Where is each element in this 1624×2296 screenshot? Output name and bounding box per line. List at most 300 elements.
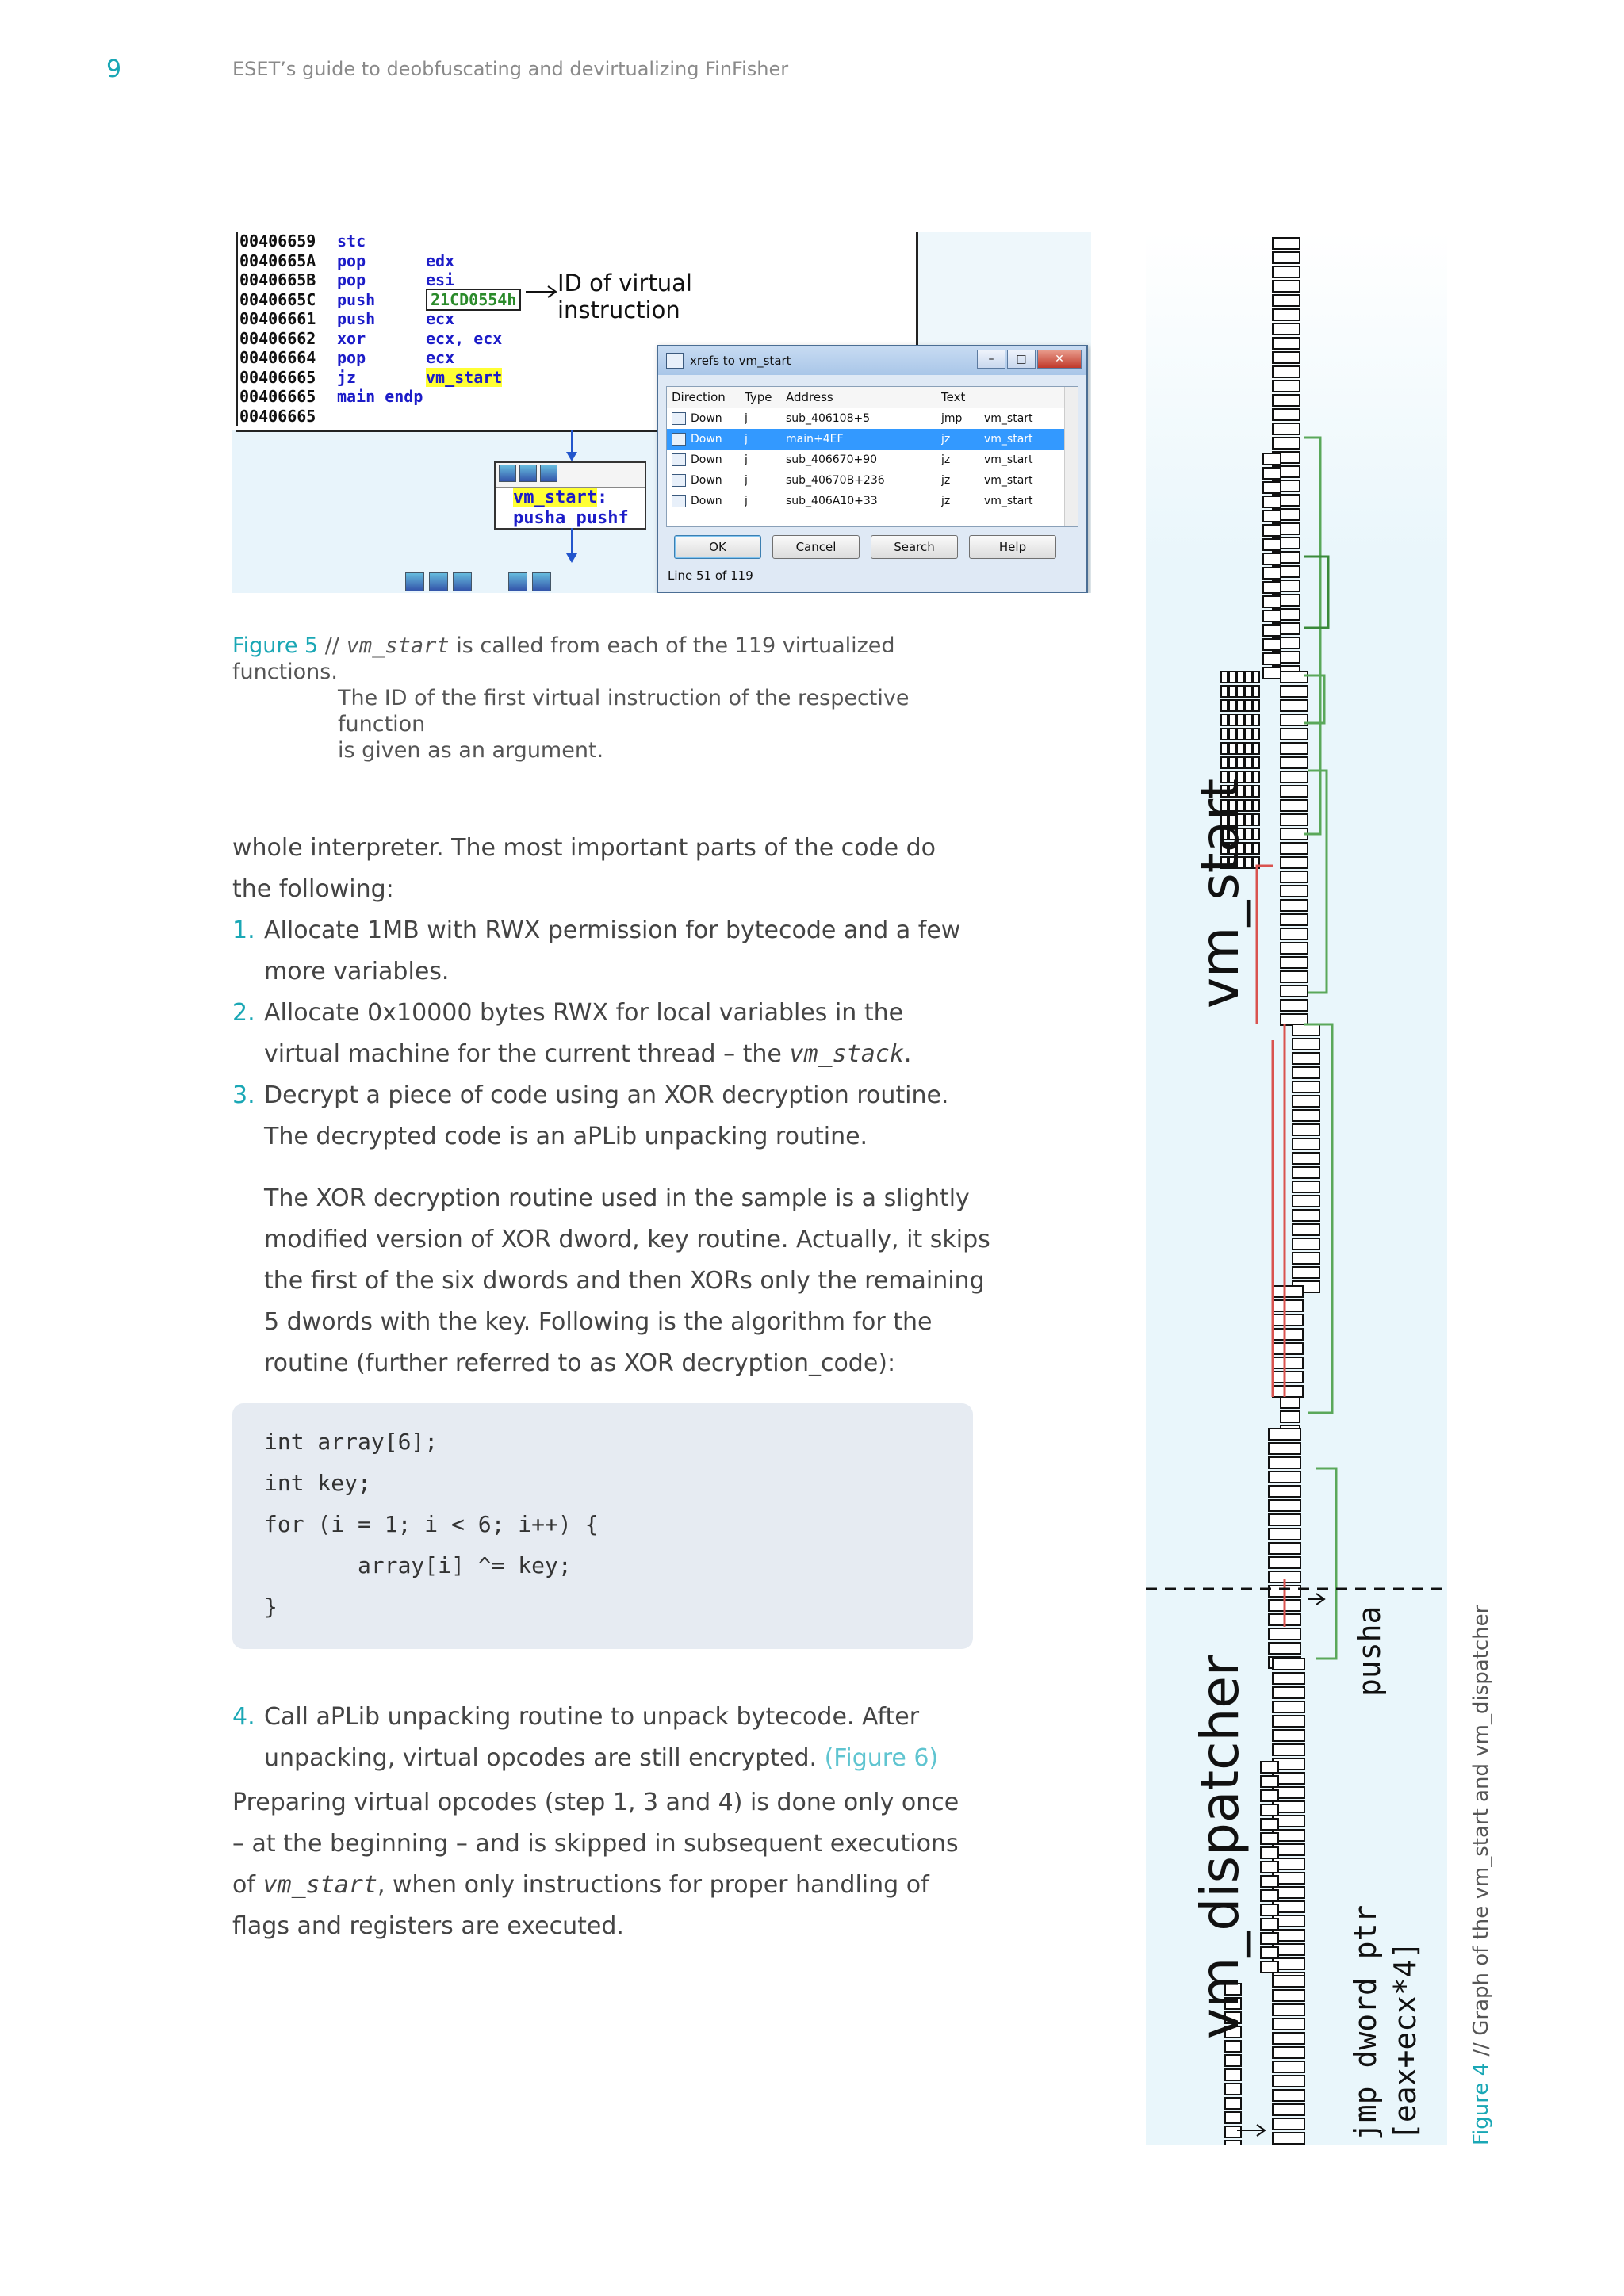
asm-address: 00406661 [236, 309, 346, 329]
graph-node [1273, 1701, 1304, 1712]
graph-node [1269, 1457, 1300, 1468]
ok-button[interactable]: OK [674, 535, 761, 559]
graph-node [1261, 1947, 1278, 1958]
graph-node [1273, 2104, 1304, 2115]
xref-type: j [745, 412, 748, 425]
asm-mnemonic: push [337, 309, 376, 328]
flow-arrow-icon [564, 528, 580, 564]
dialog-title: xrefs to vm_start [690, 354, 791, 368]
graph-node [1253, 743, 1259, 754]
graph-node [1245, 686, 1251, 697]
xref-address: main+4EF [786, 433, 844, 446]
graph-node [1273, 1716, 1304, 1727]
asm-address: 00406659 [236, 232, 346, 251]
graph-node [1245, 743, 1251, 754]
graph-node [1293, 1067, 1320, 1078]
graph-node [1273, 1343, 1303, 1354]
graph-node [1293, 1081, 1320, 1093]
graph-node [1273, 1730, 1304, 1741]
graph-node [1281, 1411, 1300, 1422]
xref-icon [672, 433, 686, 446]
graph-node [1245, 729, 1251, 740]
close-icon[interactable]: ✕ [1037, 350, 1082, 369]
graph-node [1273, 2004, 1304, 2015]
list-text: Allocate 1MB with RWX permission for bytecode and a few more variables. [264, 916, 961, 985]
asm-mnemonic: pop [337, 270, 366, 289]
graph-node [1281, 857, 1308, 868]
graph-node [1273, 2090, 1304, 2101]
graph-node [1261, 1819, 1278, 1830]
graph-node [1281, 971, 1308, 982]
graph-node [1281, 800, 1308, 811]
graph-node [1273, 266, 1300, 277]
graph-node [1229, 729, 1235, 740]
graph-node [1225, 2112, 1241, 2123]
vm-start-label: vm_start [513, 488, 597, 507]
column-text[interactable]: Text [941, 390, 966, 404]
figure-4-caption [1469, 1605, 1493, 2145]
graph-node [1261, 1876, 1278, 1887]
graph-node [1281, 900, 1308, 911]
graph-node [1273, 2118, 1304, 2130]
graph-node [1273, 1372, 1303, 1383]
xref-row[interactable] [667, 429, 1078, 450]
graph-node [1281, 843, 1308, 854]
graph-node [1261, 1890, 1278, 1901]
asm-mnemonic: pop [337, 251, 366, 270]
graph-node [1263, 539, 1281, 550]
intro-paragraph: whole interpreter. The most important parts of the code do the following: [232, 834, 936, 903]
graph-node [1281, 957, 1308, 968]
graph-node [1273, 2133, 1304, 2144]
graph-node [1263, 496, 1281, 507]
asm-operand: edx [426, 251, 455, 270]
graph-node [1225, 2084, 1241, 2095]
graph-node [1273, 1687, 1304, 1698]
list-number: 3. [232, 1081, 255, 1109]
xref-target: vm_start [984, 474, 1033, 487]
graph-node [1293, 1238, 1320, 1249]
graph-node [1269, 1429, 1300, 1440]
graph-toolbar-icon [499, 465, 516, 482]
xref-direction: Down [667, 408, 745, 429]
graph-node [1253, 814, 1259, 825]
graph-node [1261, 1904, 1278, 1915]
graph-node [1221, 743, 1228, 754]
graph-node [1253, 757, 1259, 768]
graph-edge [1257, 866, 1273, 1024]
graph-node [1237, 729, 1243, 740]
graph-node [1293, 1267, 1320, 1278]
asm-mnemonic: xor [337, 328, 366, 348]
graph-node [1281, 828, 1308, 840]
vm-dispatcher-section-label: vm_dispatcher [1189, 1654, 1251, 2039]
graph-node [1225, 2141, 1241, 2145]
graph-node [1237, 700, 1243, 711]
graph-node [1273, 438, 1300, 449]
graph-node [1293, 1096, 1320, 1107]
graph-node [1273, 1357, 1303, 1368]
graph-node [1229, 672, 1235, 683]
xref-type: j [745, 433, 748, 446]
graph-node [1245, 714, 1251, 725]
xref-target: vm_start [984, 453, 1033, 466]
graph-node [1281, 943, 1308, 954]
list-text [264, 1697, 986, 1779]
graph-node [1261, 1790, 1278, 1801]
graph-node [1273, 1673, 1304, 1684]
graph-edge [1304, 557, 1328, 628]
caption-code: vm_start [346, 633, 450, 658]
graph-node [1281, 700, 1308, 711]
caption-text: // Graph of the vm_start and vm_dispatcher [1469, 1605, 1493, 2063]
xref-instruction: jz [941, 433, 951, 446]
graph-node [1225, 2098, 1241, 2109]
code-line: array[i] ^= key; [264, 1552, 572, 1578]
xref-target: vm_start [984, 433, 1033, 446]
graph-node [1221, 714, 1228, 725]
running-title: ESET’s guide to deobfuscating and devirtualizing FinFisher [232, 58, 789, 80]
graph-node [1273, 2019, 1304, 2030]
flow-arrow-icon [564, 430, 580, 461]
graph-node [1273, 1659, 1304, 1670]
final-paragraph [232, 1782, 978, 1947]
cancel-button[interactable]: Cancel [772, 535, 860, 559]
xref-row[interactable] [667, 450, 1078, 470]
asm-address: 0040665C [236, 290, 346, 310]
graph-node [1281, 786, 1308, 797]
caption-label: Figure 5 [232, 633, 319, 658]
graph-node [1293, 1124, 1320, 1135]
xref-type: j [745, 474, 748, 487]
graph-node [1281, 871, 1308, 882]
graph-node [1261, 1833, 1278, 1844]
graph-node [1221, 686, 1228, 697]
graph-node [1253, 786, 1259, 797]
graph-node [1269, 1557, 1300, 1568]
graph-node [1293, 1110, 1320, 1121]
graph-node [1269, 1543, 1300, 1554]
graph-node [1273, 395, 1300, 406]
code-line: int key; [264, 1470, 371, 1496]
list-text-part: Allocate 0x10000 bytes RWX for local variables in the virtual machine for the current thread – the [264, 999, 904, 1068]
graph-node [1263, 639, 1281, 650]
graph-node [1273, 1976, 1304, 1987]
jmp-operand-label: [eax+ecx*4] [1388, 1941, 1423, 2141]
xor-paragraph: The XOR decryption routine used in the sample is a slightly modified version of XOR dword, key routine. Actually, it skips the first of the six dwords and then XORs only the remaining 5 dwords with the key. Following is the algorithm for the routine (further referred to as XOR decryption_code): [264, 1184, 990, 1377]
graph-node [1273, 1329, 1303, 1340]
graph-node [1293, 1196, 1320, 1207]
graph-node [1281, 914, 1308, 925]
graph-node [1263, 653, 1281, 664]
dialog-status: Line 51 of 119 [668, 568, 753, 583]
inline-code: vm_stack [789, 1040, 904, 1068]
xref-target: vm_start [984, 495, 1033, 507]
graph-node [1253, 843, 1259, 854]
graph-toolbar [405, 572, 551, 591]
graph-node [1293, 1138, 1320, 1150]
asm-address: 0040665A [236, 251, 346, 271]
graph-node [1225, 2041, 1241, 2052]
label-colon: : [596, 488, 608, 507]
caption-text: is called from each of the 119 virtualized functions. [232, 633, 895, 684]
xref-direction: Down [667, 470, 745, 491]
graph-node [1273, 2033, 1304, 2044]
xref-icon [672, 453, 686, 466]
graph-node [1281, 1397, 1300, 1408]
xref-target: vm_start [984, 412, 1033, 425]
graph-node [1261, 1919, 1278, 1930]
asm-address: 00406665 [236, 407, 346, 427]
code-block [232, 1403, 973, 1649]
paragraph-text: Preparing virtual opcodes (step 1, 3 and 4) is done only once – at the beginning – and is skipped in subsequent executions of [232, 1789, 959, 1899]
vm-start-node [494, 461, 646, 530]
graph-node [1281, 1014, 1308, 1025]
graph-node [1229, 743, 1235, 754]
asm-address: 00406662 [236, 329, 346, 349]
annotation-line: instruction [557, 297, 680, 323]
graph-node [1263, 553, 1281, 564]
graph-node [1263, 511, 1281, 522]
graph-node [1293, 1167, 1320, 1178]
graph-node [1245, 757, 1251, 768]
graph-node [1273, 2076, 1304, 2087]
xref-row[interactable] [667, 491, 1078, 511]
graph-node [1221, 700, 1228, 711]
graph-node [1273, 338, 1300, 349]
graph-node [1237, 686, 1243, 697]
graph-node [1263, 625, 1281, 636]
graph-node [1273, 366, 1300, 377]
graph-node [1281, 743, 1308, 754]
column-direction[interactable]: Direction [672, 390, 726, 404]
graph-node [1225, 2069, 1241, 2080]
graph-node [1225, 2126, 1241, 2137]
graph-node [1281, 714, 1308, 725]
graph-node [1273, 409, 1300, 420]
asm-mnemonic: stc [337, 232, 366, 251]
graph-node [1269, 1500, 1300, 1511]
graph-node [1245, 700, 1251, 711]
graph-node [1261, 1776, 1278, 1787]
graph-toolbar-icon [540, 465, 557, 482]
xref-icon [672, 474, 686, 487]
graph-node [1263, 668, 1281, 679]
xref-icon [672, 495, 686, 507]
graph-node [1229, 686, 1235, 697]
graph-node [1293, 1181, 1320, 1192]
column-address[interactable]: Address [786, 390, 833, 404]
graph-node [1221, 757, 1228, 768]
graph-node [1281, 886, 1308, 897]
asm-operand: vm_start [426, 367, 503, 387]
graph-node [1253, 729, 1259, 740]
graph-node [1263, 568, 1281, 579]
minimize-icon[interactable]: – [977, 350, 1005, 369]
caption-text: The ID of the first virtual instruction of the respective function [338, 686, 910, 737]
graph-node [1229, 714, 1235, 725]
caption-text: is given as an argument. [338, 738, 604, 763]
graph-node [1293, 1224, 1320, 1235]
xref-address: sub_40670B+236 [786, 474, 885, 487]
graph-node [1273, 1300, 1303, 1311]
list-number: 1. [232, 916, 255, 944]
xref-type: j [745, 495, 748, 507]
graph-node [1273, 309, 1300, 320]
graph-node [1269, 1486, 1300, 1497]
xref-address: sub_406670+90 [786, 453, 878, 466]
list-text [264, 993, 986, 1075]
graph-node [1273, 252, 1300, 263]
figure-6-link[interactable]: (Figure 6) [824, 1744, 939, 1772]
graph-node [1261, 1804, 1278, 1816]
graph-node [1293, 1153, 1320, 1164]
graph-node [1237, 757, 1243, 768]
graph-node [1263, 525, 1281, 536]
graph-node [1281, 985, 1308, 997]
xref-instruction: jz [941, 495, 951, 507]
list-item [232, 1075, 986, 1158]
graph-node [1221, 729, 1228, 740]
graph-node [1229, 700, 1235, 711]
graph-node [1273, 381, 1300, 392]
graph-node [1281, 672, 1308, 683]
list-item [232, 993, 986, 1075]
list-number: 2. [232, 999, 255, 1027]
xref-row[interactable] [667, 470, 1078, 491]
graph-node [1269, 1471, 1300, 1483]
figure-5-caption [232, 633, 994, 763]
graph-node [1293, 1253, 1320, 1264]
xref-direction: Down [667, 491, 745, 511]
graph-node [1269, 1514, 1300, 1525]
xref-address: sub_406108+5 [786, 412, 871, 425]
xref-instruction: jmp [941, 412, 963, 425]
annotation-line: ID of virtual [557, 270, 692, 297]
code-line: int array[6]; [264, 1429, 439, 1455]
list-number: 4. [232, 1703, 255, 1731]
graph-edge [1316, 1468, 1336, 1659]
graph-node [1263, 596, 1281, 607]
xref-row[interactable] [667, 408, 1078, 429]
list-item [232, 910, 986, 993]
xref-instruction: jz [941, 453, 951, 466]
graph-node [1281, 686, 1308, 697]
graph-node [1273, 352, 1300, 363]
xref-direction: Down [667, 450, 745, 470]
graph-node [1253, 686, 1259, 697]
code-line: for (i = 1; i < 6; i++) { [264, 1511, 599, 1537]
graph-node [1281, 814, 1308, 825]
list-text-part: . [903, 1040, 912, 1068]
graph-node [1273, 1386, 1303, 1397]
asm-mnemonic: jz [337, 367, 357, 387]
vm-start-section-label: vm_start [1189, 778, 1251, 1008]
graph-node [1273, 1744, 1304, 1755]
xrefs-dialog [657, 345, 1088, 593]
asm-address: 0040665B [236, 270, 346, 290]
graph-node [1253, 800, 1259, 811]
graph-node [1273, 281, 1300, 292]
help-button[interactable]: Help [969, 535, 1056, 559]
graph-node [1237, 672, 1243, 683]
graph-edge [1308, 771, 1327, 993]
graph-node [1273, 323, 1300, 335]
window-icon [666, 353, 684, 369]
asm-operand: 21CD0554h [426, 290, 521, 310]
graph-node [1253, 771, 1259, 783]
list-scrollbar[interactable] [1064, 387, 1078, 526]
list-item [232, 1697, 986, 1779]
graph-node [1269, 1529, 1300, 1540]
asm-address: 00406665 [236, 368, 346, 388]
graph-node [1273, 238, 1300, 249]
graph-node [1269, 1443, 1300, 1454]
graph-toolbar-icon [519, 465, 537, 482]
inline-code: vm_start [262, 1871, 377, 1899]
instruction-id-annotation [557, 270, 692, 323]
graph-node [1281, 729, 1308, 740]
graph-node [1221, 672, 1228, 683]
xref-direction: Down [667, 429, 745, 450]
list-text: Decrypt a piece of code using an XOR decryption routine. The decrypted code is an aPLib unpacking routine. [264, 1081, 949, 1150]
asm-operand: ecx [426, 348, 455, 367]
maximize-icon[interactable]: □ [1007, 350, 1036, 369]
graph-node [1245, 672, 1251, 683]
graph-node [1273, 1990, 1304, 2001]
graph-node [1253, 672, 1259, 683]
graph-node [1273, 2061, 1304, 2072]
graph-node [1273, 423, 1300, 434]
asm-mnemonic: pop [337, 348, 366, 367]
asm-mnemonic: push [337, 289, 376, 309]
column-type[interactable]: Type [745, 390, 772, 404]
graph-node [1261, 1933, 1278, 1944]
graph-node [1281, 928, 1308, 939]
graph-node [1261, 1762, 1278, 1773]
list-text-part: Call aPLib unpacking routine to unpack bytecode. After unpacking, virtual opcodes are still encrypted. [264, 1703, 920, 1772]
arrow-icon [526, 284, 559, 300]
asm-mnemonic: main endp [337, 387, 423, 406]
graph-node [1253, 714, 1259, 725]
list-header [667, 387, 1078, 408]
code-line: } [264, 1594, 278, 1620]
graph-node [1273, 1314, 1303, 1326]
xrefs-list[interactable] [666, 386, 1078, 527]
graph-node [1261, 1862, 1278, 1873]
xref-instruction: jz [941, 474, 951, 487]
xref-type: j [745, 453, 748, 466]
graph-node [1273, 2047, 1304, 2058]
figure-5 [232, 232, 1091, 593]
graph-node [1263, 453, 1281, 465]
paragraph-text: , when only instructions for proper handling of flags and registers are executed. [232, 1871, 929, 1940]
graph-node [1237, 743, 1243, 754]
caption-separator: // [318, 633, 347, 658]
pusha-label: pusha [1352, 1605, 1387, 1697]
graph-node [1263, 610, 1281, 622]
graph-node [1263, 582, 1281, 593]
graph-node [1263, 482, 1281, 493]
graph-node [1273, 1286, 1303, 1297]
graph-node [1253, 700, 1259, 711]
asm-operand: ecx [426, 309, 455, 328]
search-button[interactable]: Search [871, 535, 958, 559]
graph-node [1281, 757, 1308, 768]
graph-node [1261, 1847, 1278, 1858]
graph-node [1281, 771, 1308, 783]
graph-node [1261, 1961, 1278, 1973]
